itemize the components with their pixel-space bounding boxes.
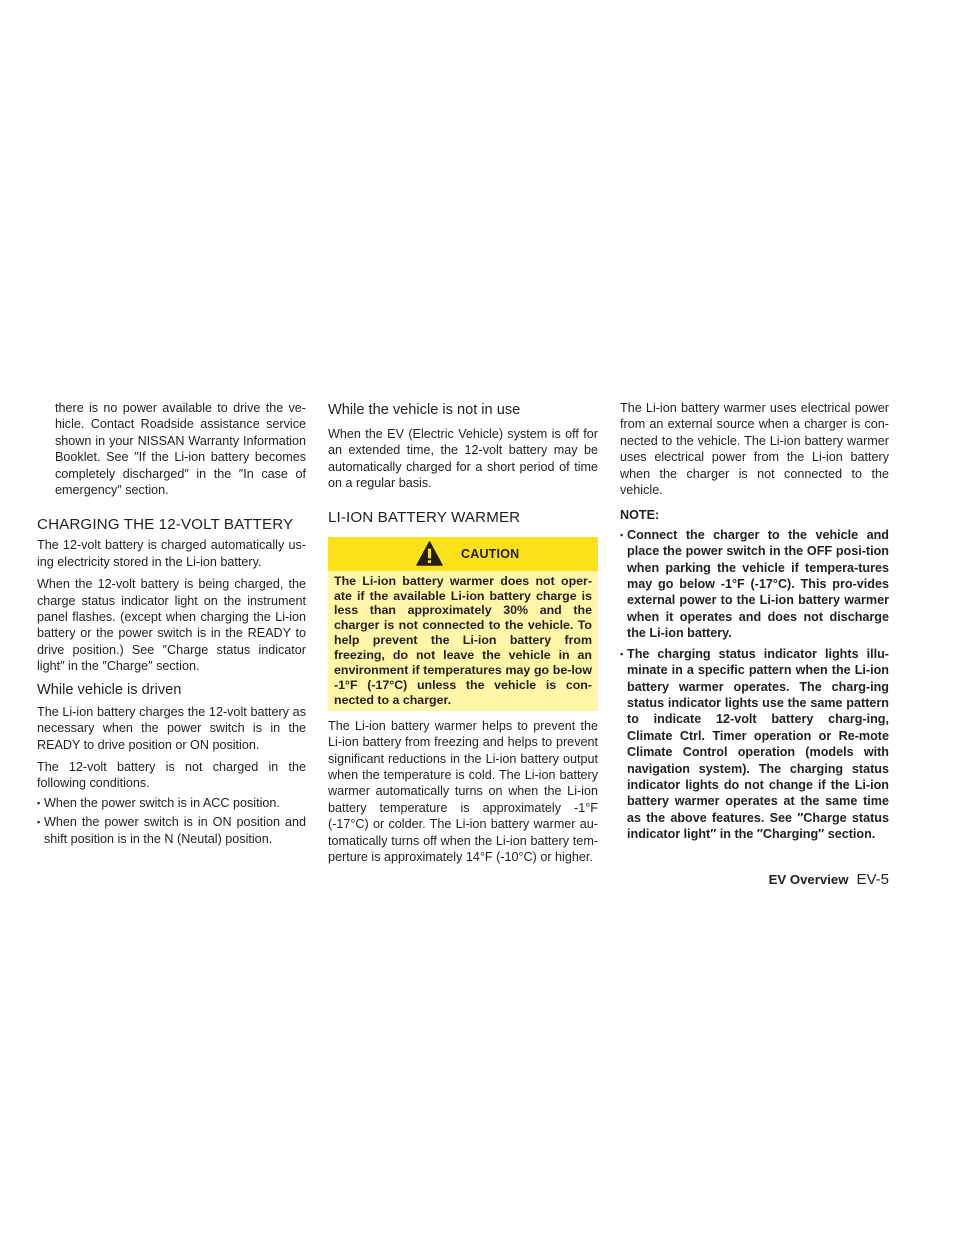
note-label: NOTE: bbox=[620, 508, 660, 523]
list-item: ▪ The charging status indicator lights illu-minate in a specific pattern when the Li-ion battery warmer operates. The charg-ing status indicator lights use the same pattern to indicate 12-volt battery charg-ing, Climate Ctrl. Timer operation or Re-mote Climate Control operation (models with navigation system). The charging status indicator lights do not change if the Li-ion battery warmer operates at the same time as the above features. See ″Charge status indicator light″ in the ″Charging″ section. bbox=[620, 646, 889, 843]
list-item: ▪ Connect the charger to the vehicle and place the power switch in the OFF posi-tion when parking the vehicle if tempera-tures may go below -1°F (-17°C). This pro-vides external power to the Li-ion battery warmer when it operates and does not discharge the Li-ion battery. bbox=[620, 527, 889, 642]
paragraph: The Li-ion battery warmer uses electrical power from an external source when a charger is con-nected to the vehicle. The Li-ion battery warmer uses electrical power from the Li-ion battery when the charger is not connected to the vehicle. bbox=[620, 401, 889, 498]
caution-box bbox=[328, 537, 598, 711]
note-list bbox=[620, 527, 889, 843]
page-number: EV-5 bbox=[856, 871, 889, 888]
footer-section-name: EV Overview bbox=[768, 872, 849, 887]
warning-triangle-icon bbox=[416, 541, 443, 566]
condition-list bbox=[37, 795, 306, 847]
subsection-title-not-in-use: While the vehicle is not in use bbox=[328, 402, 521, 418]
subsection-title-while-driven: While vehicle is driven bbox=[37, 681, 182, 698]
paragraph: The Li-ion battery warmer helps to prevent the Li-ion battery from freezing and helps to prevent significant reductions in the Li-ion battery output when the temperature is cold. The Li-ion battery warmer automatically turns on when the Li-ion battery temperature is approximately -1°F (-17°C) or colder. The Li-ion battery warmer au-tomatically turns off when the Li-ion battery tem-perture is approximately 14°F (-10°C) or higher. bbox=[328, 718, 598, 865]
paragraph: The 12-volt battery is charged automatically us-ing electricity stored in the Li-ion battery. bbox=[37, 538, 306, 569]
column-left bbox=[37, 400, 306, 847]
column-right bbox=[620, 400, 889, 843]
caution-header bbox=[328, 537, 598, 571]
list-item: ▪ When the power switch is in ON position and shift position is in the N (Neutal) position. bbox=[37, 814, 306, 847]
paragraph: The Li-ion battery charges the 12-volt battery as necessary when the power switch is in the READY to drive position or ON position. bbox=[37, 704, 306, 752]
paragraph: The 12-volt battery is not charged in the following conditions. bbox=[37, 759, 306, 791]
section-title-battery-warmer: LI-ION BATTERY WARMER bbox=[328, 508, 521, 526]
caution-label: CAUTION bbox=[461, 546, 520, 561]
page-footer bbox=[769, 871, 889, 888]
section-title-charging-12v: CHARGING THE 12-VOLT BATTERY bbox=[37, 516, 294, 534]
intro-paragraph: there is no power available to drive the ve-hicle. Contact Roadside assistance service shown in your NISSAN Warranty Information Booklet. See ″If the Li-ion battery becomes completely discharged″ in the ″In case of emergency″ section. bbox=[55, 401, 306, 498]
list-item: ▪ When the power switch is in ACC position. bbox=[37, 795, 306, 811]
paragraph: When the EV (Electric Vehicle) system is off for an extended time, the 12-volt battery may be automatically charged for a short period of time on a regular basis. bbox=[328, 427, 598, 491]
paragraph: When the 12-volt battery is being charged, the charge status indicator light on the instrument panel flashes. (except when charging the Li-ion battery or the power switch is in the READY to drive position.) See ″Charge status indicator light″ in the ″Charge″ section. bbox=[37, 577, 306, 674]
column-middle bbox=[328, 400, 598, 865]
caution-text: The Li-ion battery warmer does not oper-ate if the available Li-ion battery charge is less than approximately 30% and the charger is not connected to the vehicle. To help prevent the Li-ion battery from freezing, do not leave the vehicle in an environment if temperatures may go be-low -1°F (-17°C) unless the vehicle is con-nected to a charger. bbox=[334, 573, 592, 707]
